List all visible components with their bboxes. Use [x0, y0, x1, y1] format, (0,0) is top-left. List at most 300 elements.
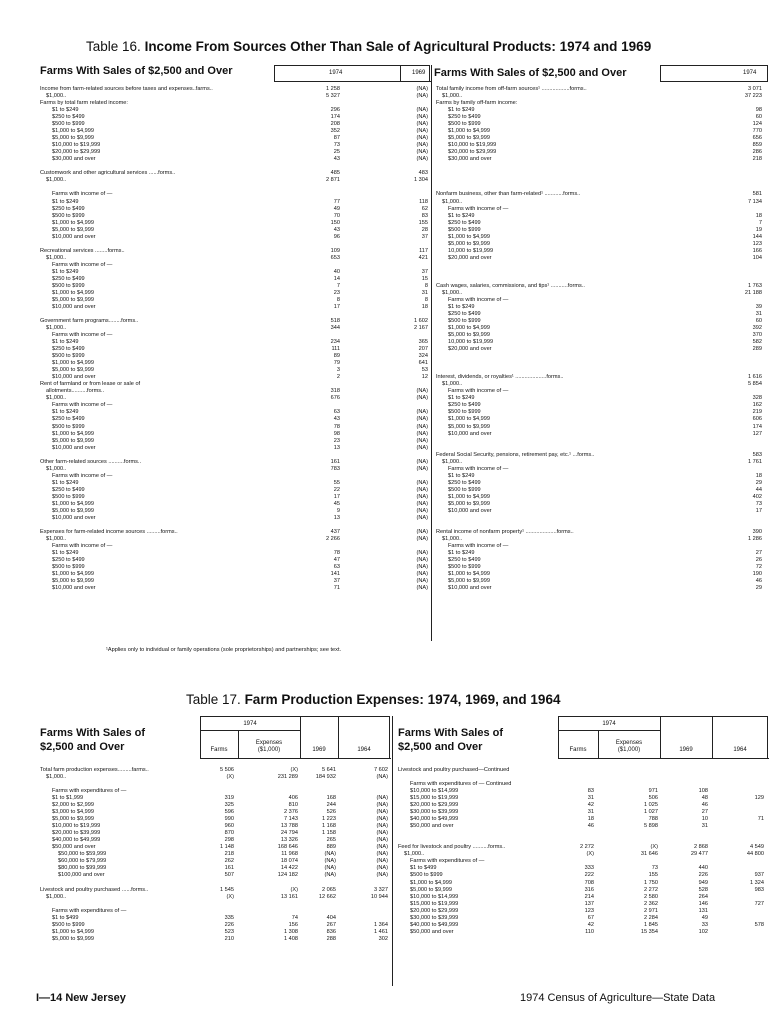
- t16-right-row-label: $1 to $249: [448, 107, 475, 114]
- t16-left-row: [40, 543, 430, 550]
- t17-right-heading-line1: Farms With Sales of: [398, 727, 504, 739]
- t16-left-row: [40, 206, 430, 213]
- t16-right-cell-a: 18: [755, 212, 762, 219]
- t16-left-row: [40, 332, 430, 339]
- t17-right-row: [398, 901, 768, 908]
- t17-left-cell-b: 7 143: [284, 816, 298, 823]
- t17-right-row: [398, 844, 768, 851]
- t16-left-row-label: $5,000 to $9,999: [52, 226, 94, 233]
- t16-left-cell-a: 40: [333, 268, 340, 275]
- t16-right-row: [436, 466, 766, 473]
- t16-left-row: [40, 381, 430, 388]
- t16-left-row: [40, 388, 430, 395]
- t16-left-cell-a: 111: [331, 346, 340, 353]
- t16-right-row: [436, 121, 766, 128]
- t17-right-cell-b: 2 362: [644, 900, 658, 907]
- t16-left-row: [40, 571, 430, 578]
- t16-left-row: [40, 213, 430, 220]
- t16-right-cell-a: 606: [752, 416, 762, 423]
- t17-left-row: [40, 922, 392, 929]
- t17-right-row-label: Farms with expenditures of — Continued: [410, 781, 512, 788]
- t17-right-cell-c: 440: [698, 865, 708, 872]
- t17-right-cell-c: 108: [698, 788, 708, 795]
- t16-left-cell-a: 70: [333, 212, 340, 219]
- t17-left-cell-c: 265: [326, 837, 336, 844]
- t17-right-year-1974: 1974: [602, 721, 616, 727]
- t16-left-cell-b: 155: [418, 219, 428, 226]
- t16-right-cell-a: 162: [752, 402, 762, 409]
- t17-left-cell-d: 1 461: [374, 928, 388, 935]
- t16-left-row: [40, 304, 430, 311]
- t16-right-row: [436, 128, 766, 135]
- t16-left-cell-b: 421: [418, 254, 428, 261]
- t17-right-col-1969: 1969: [679, 747, 693, 753]
- t17-right-cell-b: 1 025: [644, 802, 658, 809]
- t16-left-row: [40, 248, 430, 255]
- t16-right-cell-a: 390: [752, 528, 762, 535]
- t17-left-col-1964: 1964: [357, 747, 371, 753]
- t16-left-cell-a: 79: [333, 360, 340, 367]
- t16-left-row: [40, 163, 430, 170]
- t16-left-cell-a: 78: [333, 550, 340, 557]
- t17-left-cell-a: 960: [224, 823, 234, 830]
- t17-right-cell-a: 222: [584, 872, 594, 879]
- t17-right-cell-a: 46: [587, 823, 594, 830]
- t17-left-year-1974: 1974: [243, 721, 257, 727]
- t17-left-row-label: Total farm production expenses.........farms..: [40, 767, 149, 773]
- t16-left-row: [40, 255, 430, 262]
- t16-left-cell-a: 174: [330, 114, 340, 121]
- t17-left-row-label: $10,000 to $19,999: [52, 823, 101, 830]
- t16-left-cell-b: (NA): [416, 142, 428, 149]
- t16-right-row: [436, 297, 766, 304]
- t16-left-row-label: $1,000..: [46, 93, 67, 100]
- t16-left-cell-a: 89: [333, 353, 340, 360]
- t16-left-cell-a: 23: [333, 289, 340, 296]
- t17-left-row: [40, 767, 392, 774]
- t16-right-row-label: Farms by family off-farm income:: [436, 100, 518, 107]
- t16-right-row: [436, 522, 766, 529]
- t17-right-row: [398, 795, 768, 802]
- t17-left-cell-b: 231 289: [277, 774, 298, 781]
- t16-left-cell-b: (NA): [416, 409, 428, 416]
- t17-left-cell-b: 14 422: [280, 865, 298, 872]
- t17-left-row: [40, 788, 392, 795]
- t16-left-row: [40, 367, 430, 374]
- t16-left-row: [40, 402, 430, 409]
- t16-right-row-label: $1,000 to $4,999: [448, 571, 490, 578]
- t17-right-cell-b: (X): [650, 844, 658, 851]
- t16-right-cell-a: 26: [755, 557, 762, 564]
- t16-left-row: [40, 220, 430, 227]
- t16-left-cell-b: (NA): [416, 437, 428, 444]
- t16-footnote: ¹Applies only to individual or family operations (sole proprietorships) and partnerships; see text.: [106, 647, 342, 653]
- t16-right-cell-a: 39: [755, 303, 762, 310]
- t16-left-cell-a: 45: [333, 500, 340, 507]
- t16-right-cell-a: 72: [755, 564, 762, 571]
- t17-right-cell-a: 31: [587, 809, 594, 816]
- t16-left-row-label: $10,000 and over: [52, 233, 96, 240]
- t16-right-heading: Farms With Sales of $2,500 and Over: [434, 67, 627, 79]
- t16-left-cell-b: 365: [418, 339, 428, 346]
- t17-left-heading-line2: $2,500 and Over: [40, 741, 125, 753]
- t17-left-cell-d: (NA): [376, 851, 388, 858]
- t16-left-row: [40, 199, 430, 206]
- t17-right-rows: [398, 767, 768, 936]
- t16-right-row: [436, 445, 766, 452]
- t16-right-row: [436, 220, 766, 227]
- t16-right-row: [436, 177, 766, 184]
- t17-right-row: [398, 915, 768, 922]
- t17-right-row-label: $5,000 to $9,999: [410, 886, 452, 893]
- t16-left-row: [40, 121, 430, 128]
- t17-left-row: [40, 837, 392, 844]
- t16-left-row-label: $250 to $499: [52, 416, 85, 423]
- t17-left-cell-d: (NA): [376, 844, 388, 851]
- t16-left-row: [40, 227, 430, 234]
- t17-left-row-label: $40,000 to $49,999: [52, 837, 101, 844]
- t16-left-cell-b: (NA): [416, 585, 428, 592]
- t16-left-cell-a: 161: [330, 458, 340, 465]
- t16-left-cell-b: 83: [421, 212, 428, 219]
- t16-left-row-label: $1 to $249: [52, 268, 79, 275]
- t17-left-cell-c: (NA): [324, 865, 336, 872]
- t16-right-row: [436, 409, 766, 416]
- t17-left-cell-a: (X): [226, 893, 234, 900]
- t17-left-cell-a: 161: [224, 865, 234, 872]
- t17-left-cell-a: 325: [224, 802, 234, 809]
- t16-left-row: [40, 529, 430, 536]
- t16-left-row: [40, 536, 430, 543]
- t17-right-cell-c: 949: [698, 879, 708, 886]
- t17-left-row-label: $100,000 and over: [58, 872, 105, 879]
- t16-left-cell-a: 73: [333, 142, 340, 149]
- t16-right-row: [436, 487, 766, 494]
- t17-right-cell-a: 708: [584, 879, 594, 886]
- t16-right-row: [436, 156, 766, 163]
- t16-right-cell-a: 124: [752, 121, 762, 128]
- t17-right-row-label: $30,000 to $39,999: [410, 914, 459, 921]
- t16-left-cell-a: 17: [333, 303, 340, 310]
- t16-left-row-label: $500 to $999: [52, 282, 85, 289]
- t17-right-cell-b: 1 845: [644, 921, 658, 928]
- t17-left-cell-a: (X): [226, 774, 234, 781]
- t16-right-row: [436, 578, 766, 585]
- t16-left-cell-b: (NA): [416, 500, 428, 507]
- t17-right-cell-d: 1 324: [750, 879, 764, 886]
- t17-right-row: [398, 802, 768, 809]
- t17-right-cell-c: 131: [698, 907, 708, 914]
- t17-right-cell-b: 971: [648, 788, 658, 795]
- t16-left-cell-a: 49: [333, 205, 340, 212]
- t16-left-row-label: $1,000..: [46, 325, 67, 332]
- t17-right-cell-b: 2 272: [644, 886, 658, 893]
- t17-right-row: [398, 858, 768, 865]
- t16-left-row-label: $1,000 to $4,999: [52, 289, 94, 296]
- t16-left-cell-b: 8: [424, 282, 428, 289]
- t17-left-row-label: $50,000 and over: [52, 844, 96, 851]
- t16-left-row: [40, 585, 430, 592]
- t16-left-cell-b: (NA): [416, 486, 428, 493]
- t16-left-cell-a: 43: [333, 226, 340, 233]
- t16-left-row-label: $1,000 to $4,999: [52, 571, 94, 578]
- t16-left-cell-b: 207: [418, 346, 428, 353]
- t16-right-cell-a: 190: [752, 571, 762, 578]
- t17-left-cell-d: 302: [378, 935, 388, 942]
- t16-left-row-label: $250 to $499: [52, 114, 85, 121]
- t16-left-cell-b: (NA): [416, 444, 428, 451]
- t16-left-cell-b: 2 167: [414, 325, 428, 332]
- t17-right-row: [398, 781, 768, 788]
- t16-left-row-label: $500 to $999: [52, 493, 85, 500]
- t16-right-row-label: $5,000 to $9,999: [448, 332, 490, 339]
- t16-right-cell-a: 1 286: [748, 536, 762, 542]
- t17-left-cell-c: 404: [326, 914, 336, 921]
- t16-left-row: [40, 438, 430, 445]
- t17-left-cell-b: 810: [288, 802, 298, 809]
- t17-left-cell-d: (NA): [376, 858, 388, 865]
- t17-right-cell-a: 31: [587, 795, 594, 802]
- t16-right-row-label: Rental income of nonfarm property¹ ....................forms..: [436, 528, 574, 535]
- t17-right-cell-c: 264: [698, 893, 708, 900]
- t17-left-year-rule: [200, 730, 300, 731]
- t16-left-row: [40, 431, 430, 438]
- t16-left-row: [40, 515, 430, 522]
- t16-right-cell-a: 29: [755, 585, 762, 592]
- t17-right-heading: [398, 726, 503, 754]
- t17-right-row: [398, 894, 768, 901]
- t17-right-cell-a: 316: [584, 886, 594, 893]
- t16-left-cell-a: 150: [330, 219, 340, 226]
- publication-title: 1974 Census of Agriculture—State Data: [520, 992, 716, 1004]
- t16-left-row: [40, 156, 430, 163]
- t16-left-row-label: $250 to $499: [52, 557, 85, 564]
- t16-right-row: [436, 283, 766, 290]
- t16-left-row: [40, 550, 430, 557]
- t17-left-row-label: Livestock and poultry purchased ......forms..: [40, 886, 149, 893]
- t17-right-row-label: $500 to $999: [410, 872, 443, 879]
- t17-left-cell-a: 990: [224, 816, 234, 823]
- t17-left-row-label: $1,000 to $4,999: [52, 928, 94, 935]
- t16-right-rows: [436, 86, 766, 592]
- t16-left-row-label: Rent of farmland or from lease or sale of: [40, 381, 141, 388]
- t16-right-cell-a: 859: [752, 142, 762, 149]
- t16-right-row: [436, 346, 766, 353]
- t16-left-row-label: $20,000 to $29,999: [52, 149, 101, 156]
- t17-right-cell-a: (X): [586, 851, 594, 858]
- t16-right-cell-a: 582: [752, 339, 762, 346]
- t16-left-row: [40, 135, 430, 142]
- t16-right-cell-a: 770: [752, 128, 762, 135]
- t16-left-row-label: Other farm-related sources ..........forms..: [40, 458, 142, 465]
- t16-left-row: [40, 480, 430, 487]
- t16-left-cell-a: 55: [333, 479, 340, 486]
- t16-right-row: [436, 395, 766, 402]
- t16-left-row: [40, 501, 430, 508]
- t17-right-row: [398, 851, 768, 858]
- t16-right-row: [436, 529, 766, 536]
- t17-left-row: [40, 887, 392, 894]
- t16-left-cell-a: 437: [330, 528, 340, 535]
- t17-right-cell-c: 102: [698, 928, 708, 935]
- t17-right-col-1964: 1964: [733, 747, 747, 753]
- t17-right-cell-a: 83: [587, 788, 594, 795]
- t16-right-row-label: $1,000 to $4,999: [448, 493, 490, 500]
- t16-left-cell-b: (NA): [416, 479, 428, 486]
- t16-right-cell-a: 60: [755, 318, 762, 325]
- t16-left-cell-b: (NA): [416, 493, 428, 500]
- t16-left-row: [40, 409, 430, 416]
- t16-right-cell-a: 123: [752, 240, 762, 247]
- t16-left-cell-b: 31: [421, 289, 428, 296]
- t16-right-row-label: $500 to $999: [448, 226, 481, 233]
- t17-right-row: [398, 922, 768, 929]
- t16-left-cell-b: 37: [421, 233, 428, 240]
- t16-left-cell-a: 37: [333, 578, 340, 585]
- t17-right-cell-c: 29 477: [690, 851, 708, 858]
- t16-left-cell-a: 518: [330, 318, 340, 325]
- t16-right-row-label: $1,000..: [442, 198, 463, 205]
- t17-right-cell-b: 155: [648, 872, 658, 879]
- t17-left-cell-b: 406: [288, 795, 298, 802]
- t16-right-row-label: Farms with income of —: [448, 296, 509, 303]
- t17-left-cell-b: 13 161: [280, 893, 298, 900]
- t16-right-row: [436, 360, 766, 367]
- t17-right-header-rule: [558, 758, 769, 759]
- t17-left-row-label: $1 to $1,999: [52, 795, 84, 802]
- t16-right-row: [436, 149, 766, 156]
- t16-left-cell-b: (NA): [416, 550, 428, 557]
- t16-left-row-label: $250 to $499: [52, 275, 85, 282]
- t16-left-row: [40, 114, 430, 121]
- t16-right-cell-a: 370: [752, 332, 762, 339]
- t16-right-row: [436, 353, 766, 360]
- t17-left-rows: [40, 767, 392, 943]
- t16-right-row: [436, 332, 766, 339]
- t16-left-header-box: [274, 65, 430, 81]
- t16-right-row: [436, 543, 766, 550]
- t17-left-col-farms: Farms: [210, 747, 228, 753]
- t16-right-row-label: $1,000 to $4,999: [448, 416, 490, 423]
- t16-left-cell-a: 783: [330, 465, 340, 472]
- t17-left-cell-a: 1 545: [220, 886, 234, 893]
- t16-left-row: [40, 149, 430, 156]
- t16-right-row-label: $500 to $999: [448, 409, 481, 416]
- t16-left-row: [40, 424, 430, 431]
- t16-left-cell-a: 7: [336, 282, 340, 289]
- t16-left-row-label: $1 to $249: [52, 550, 79, 557]
- t17-left-heading: [40, 726, 145, 754]
- t16-right-row: [436, 184, 766, 191]
- t17-left-cell-c: 288: [326, 935, 336, 942]
- t17-left-cell-a: 523: [224, 928, 234, 935]
- t16-right-row-label: $250 to $499: [448, 311, 481, 317]
- t16-left-row: [40, 346, 430, 353]
- t16-right-row-label: 10,000 to $19,999: [448, 247, 494, 254]
- t16-left-row: [40, 170, 430, 177]
- t16-right-cell-a: 31: [755, 311, 762, 317]
- t16-left-row: [40, 494, 430, 501]
- t17-left-row: [40, 872, 392, 879]
- t16-right-row-label: $250 to $499: [448, 557, 481, 564]
- t17-left-cell-d: (NA): [376, 795, 388, 802]
- t16-left-row: [40, 487, 430, 494]
- t17-left-cell-b: (X): [290, 767, 298, 773]
- t17-right-cell-a: 42: [587, 802, 594, 809]
- t16-left-row-label: $1 to $249: [52, 339, 79, 346]
- t16-left-row: [40, 241, 430, 248]
- t17-left-cell-a: 226: [224, 921, 234, 928]
- t16-left-row-label: Farms with income of —: [52, 261, 113, 268]
- t17-right-row-label: $20,000 to $29,999: [410, 907, 459, 914]
- t16-left-row: [40, 508, 430, 515]
- t17-left-cell-b: 156: [288, 921, 298, 928]
- t16-right-row: [436, 424, 766, 431]
- t16-right-row: [436, 367, 766, 374]
- t17-left-cell-a: 5 506: [220, 767, 234, 773]
- t17-left-cell-b: 18 074: [280, 858, 298, 865]
- page-folio: I—14 New Jersey: [36, 992, 126, 1004]
- t17-right-cell-d: 129: [754, 795, 764, 802]
- t17-right-row-label: Farms with expenditures of —: [410, 858, 485, 865]
- table-17-title-text: Farm Production Expenses: 1974, 1969, and 1964: [244, 692, 561, 707]
- t16-right-cell-a: 1 763: [748, 282, 762, 289]
- t16-right-cell-a: 402: [752, 493, 762, 500]
- t16-right-row: [436, 135, 766, 142]
- t16-left-row: [40, 416, 430, 423]
- t17-left-row: [40, 851, 392, 858]
- t16-left-cell-b: 483: [418, 170, 428, 177]
- t16-right-cell-a: 44: [755, 486, 762, 493]
- t16-left-row-label: $1,000..: [46, 254, 67, 261]
- t17-left-row: [40, 858, 392, 865]
- t17-left-cell-b: 24 794: [280, 830, 298, 837]
- t16-left-cell-a: 96: [333, 233, 340, 240]
- t16-left-row-label: $500 to $999: [52, 212, 85, 219]
- t16-right-cell-a: 166: [752, 247, 762, 254]
- t16-left-cell-a: 234: [330, 339, 340, 346]
- t16-left-cell-a: 344: [330, 325, 340, 332]
- t16-left-cell-b: (NA): [416, 86, 428, 92]
- t17-left-row-label: $500 to $999: [52, 921, 85, 928]
- t16-left-cell-b: 18: [421, 303, 428, 310]
- t17-left-row-label: $3,000 to $4,999: [52, 809, 94, 816]
- t16-left-cell-a: 2 266: [326, 536, 340, 542]
- t17-left-cell-a: 507: [224, 872, 234, 879]
- t17-right-cell-a: 333: [584, 865, 594, 872]
- t16-left-row-label: Government farm programs........forms..: [40, 318, 139, 325]
- t17-left-cell-d: (NA): [376, 809, 388, 816]
- t16-right-row: [436, 100, 766, 107]
- t17-right-cell-c: 48: [701, 795, 708, 802]
- t17-left-cell-b: 1 408: [284, 935, 298, 942]
- t16-left-cell-b: (NA): [416, 93, 428, 100]
- t16-right-row-label: Nonfarm business, other than farm-related¹ ............forms..: [436, 191, 581, 198]
- t17-right-row: [398, 872, 768, 879]
- t17-left-cell-b: 13 788: [280, 823, 298, 830]
- t17-right-cell-c: 49: [701, 914, 708, 921]
- t16-left-row: [40, 86, 430, 93]
- t16-left-cell-b: (NA): [416, 416, 428, 423]
- t16-right-row: [436, 557, 766, 564]
- t16-left-row: [40, 318, 430, 325]
- t16-right-row-label: $250 to $499: [448, 114, 481, 121]
- t17-right-row-label: $1,000 to $4,999: [410, 879, 452, 886]
- t16-right-row-label: $10,000 and over: [448, 430, 492, 437]
- t17-right-cell-b: 1 027: [644, 809, 658, 816]
- t17-right-row: [398, 830, 768, 837]
- t16-right-col-1974: 1974: [743, 70, 757, 76]
